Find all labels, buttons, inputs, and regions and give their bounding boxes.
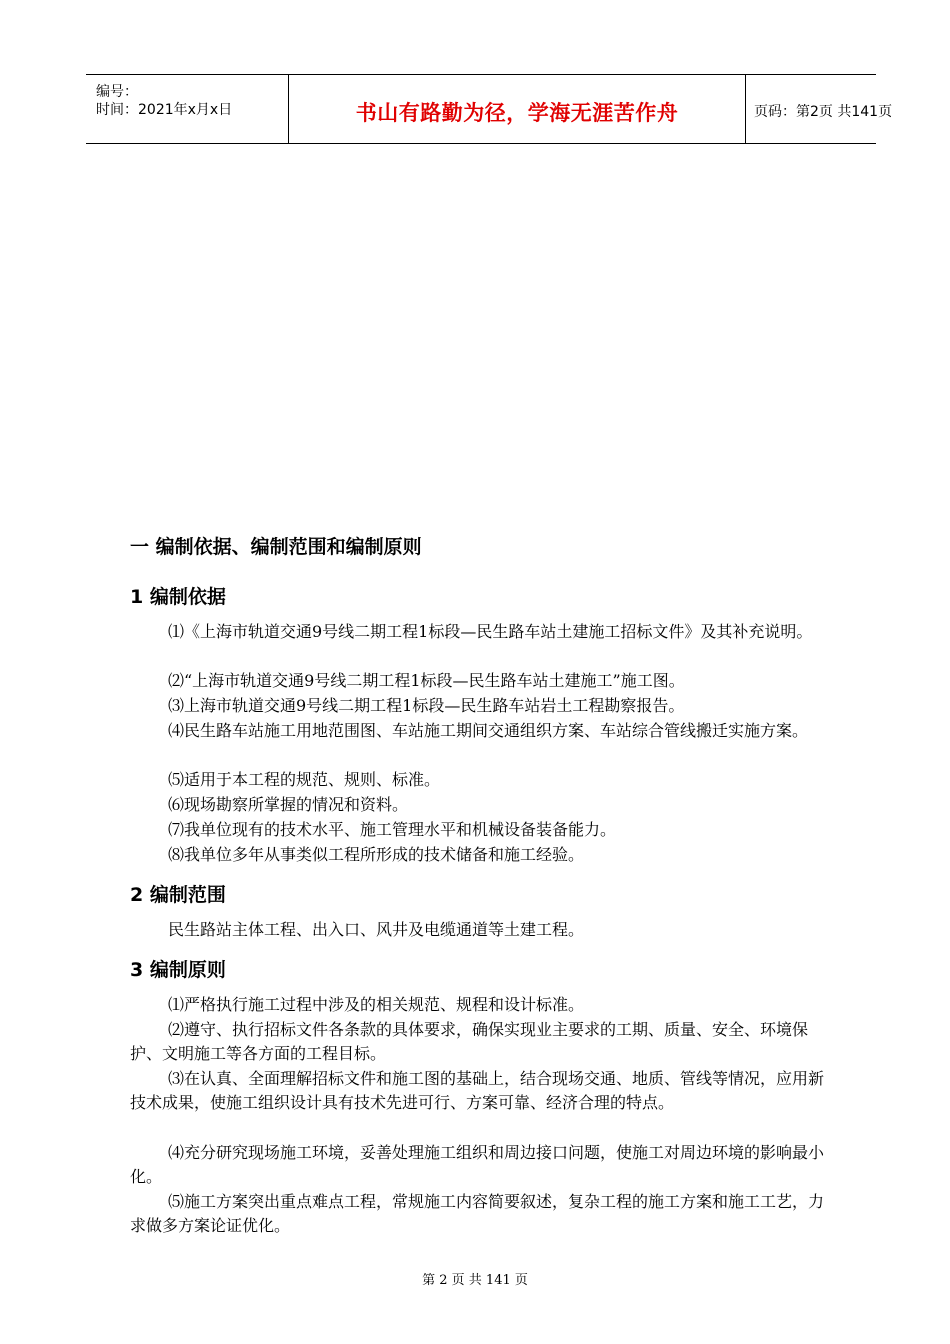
heading-principles: 3 编制原则 [130,959,226,981]
principle-item: ⑷充分研究现场施工环境，妥善处理施工组织和周边接口问题，使施工对周边环境的影响最小化。 [130,1143,825,1186]
heading-basis: 1 编制依据 [130,586,226,608]
basis-item: ⑵“上海市轨道交通9号线二期工程1标段—民生路车站土建施工”施工图。 [168,671,685,690]
basis-item: ⑶上海市轨道交通9号线二期工程1标段—民生路车站岩土工程勘察报告。 [168,696,685,715]
principle-item: ⑴严格执行施工过程中涉及的相关规范、规程和设计标准。 [168,995,585,1014]
principle-item: ⑸施工方案突出重点难点工程，常规施工内容简要叙述，复杂工程的施工方案和施工工艺，力求做多方案论证优化。 [130,1192,825,1235]
principle-item: ⑵遵守、执行招标文件各条款的具体要求，确保实现业主要求的工期、质量、安全、环境保护、文明施工等各方面的工程目标。 [130,1020,809,1063]
basis-item: ⑸适用于本工程的规范、规则、标准。 [168,770,441,789]
page-header [86,74,893,144]
header-left-cell [86,75,288,143]
document-number-label: 编号： [96,84,138,100]
header-page-label: 页码：第2页 共141页 [754,104,893,120]
header-right-cell [746,75,893,143]
heading-scope: 2 编制范围 [130,884,226,906]
principle-item: ⑶在认真、全面理解招标文件和施工图的基础上，结合现场交通、地质、管线等情况，应用新技术成果，使施工组织设计具有技术先进可行、方案可靠、经济合理的特点。 [130,1069,825,1112]
header-motto: 书山有路勤为径，学海无涯苦作舟 [355,101,679,125]
scope-text: 民生路站主体工程、出入口、风井及电缆通道等土建工程。 [168,920,585,939]
section-title: 一 编制依据、编制范围和编制原则 [130,536,422,558]
document-time-label: 时间：2021年x月x日 [96,102,233,118]
basis-item: ⑹现场勘察所掌握的情况和资料。 [168,795,409,814]
basis-item: ⑺我单位现有的技术水平、施工管理水平和机械设备装备能力。 [168,820,617,839]
header-middle-cell [288,75,746,143]
page-footer: 第 2 页 共 141 页 [422,1273,528,1288]
basis-item: ⑷民生路车站施工用地范围图、车站施工期间交通组织方案、车站综合管线搬迁实施方案。 [168,721,809,740]
basis-item: ⑻我单位多年从事类似工程所形成的技术储备和施工经验。 [168,845,585,864]
basis-item: ⑴《上海市轨道交通9号线二期工程1标段—民生路车站土建施工招标文件》及其补充说明。 [168,622,813,641]
